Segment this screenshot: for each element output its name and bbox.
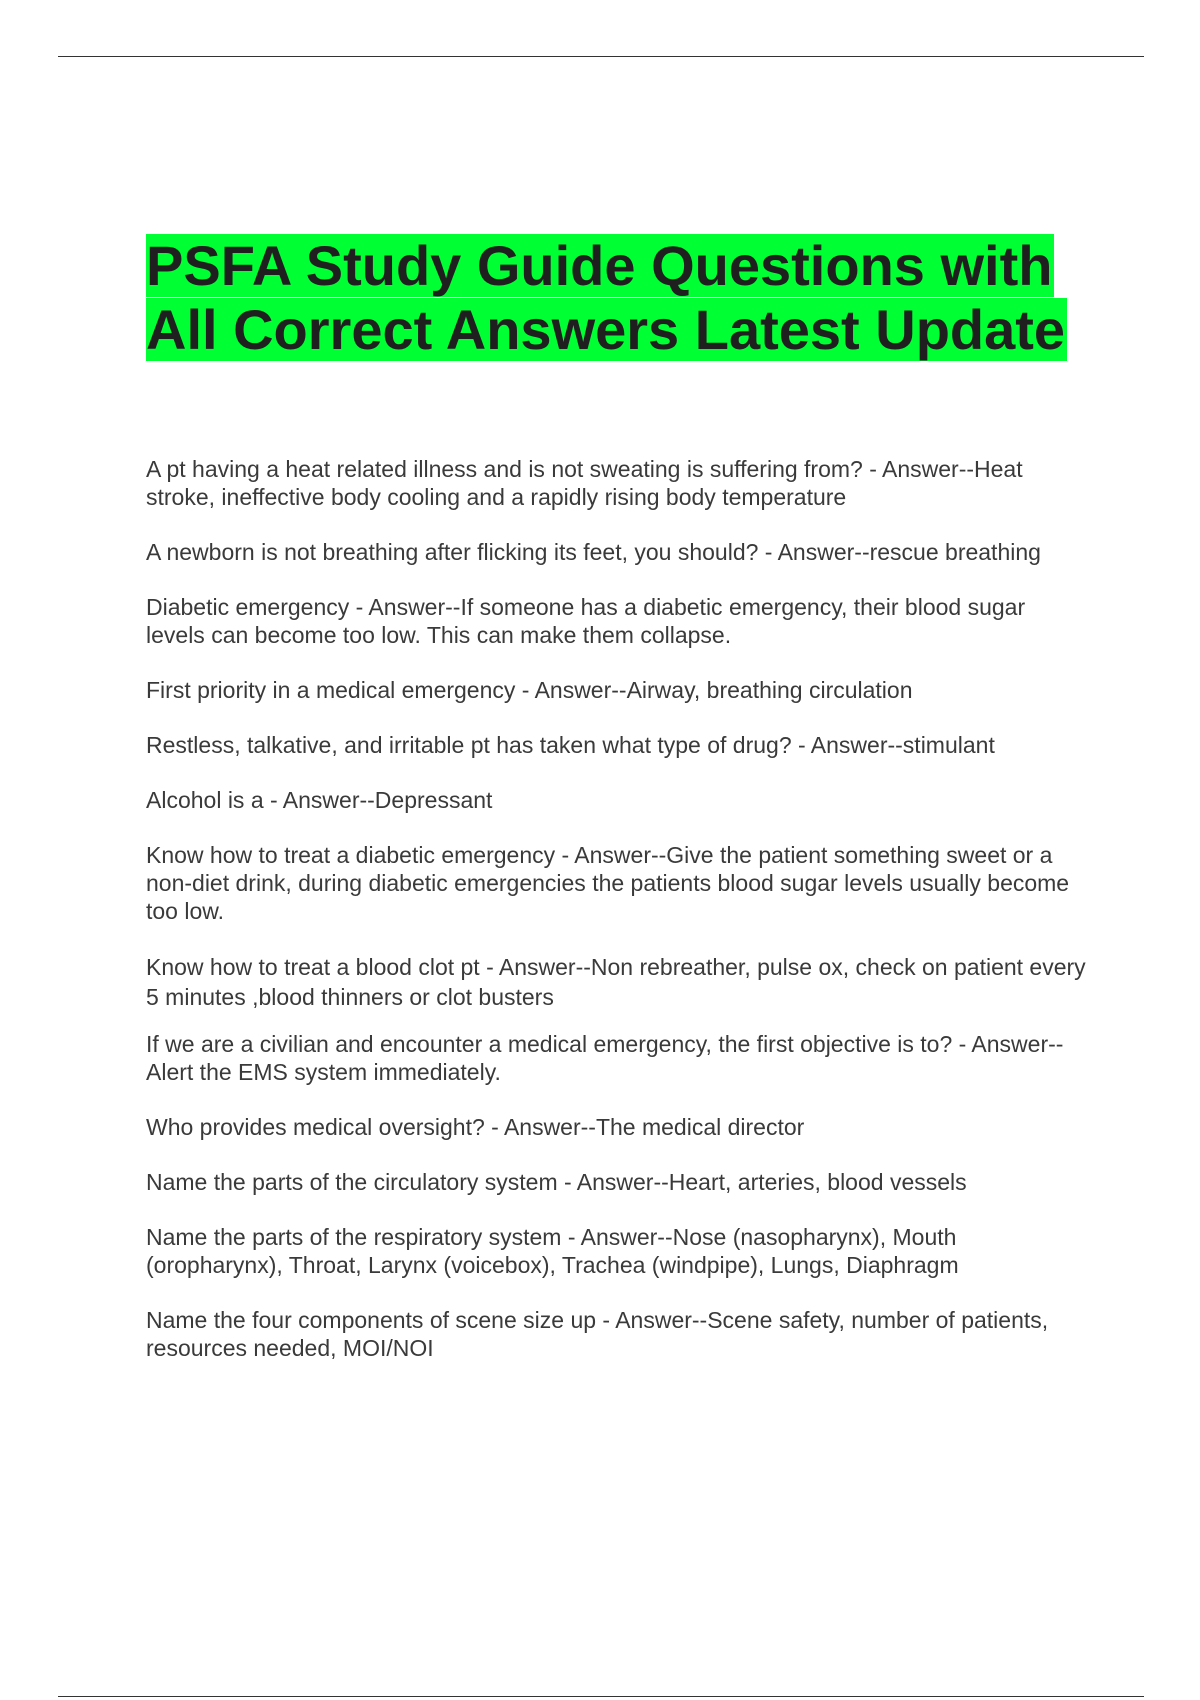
qa-item-scene-size-up: Name the four components of scene size up - Answer--Scene safety, number of patients, resources needed, MOI/NOI (146, 1307, 1049, 1361)
qa-item-first-priority: First priority in a medical emergency - Answer--Airway, breathing circulation (146, 677, 913, 703)
qa-item-stimulant: Restless, talkative, and irritable pt has taken what type of drug? - Answer--stimulant (146, 732, 995, 758)
qa-item-medical-oversight: Who provides medical oversight? - Answer--The medical director (146, 1114, 805, 1140)
qa-item-diabetic-emergency: Diabetic emergency - Answer--If someone has a diabetic emergency, their blood sugar levels can become too low. This can make them collapse. (146, 594, 1026, 648)
title-line-2: All Correct Answers Latest Update (146, 298, 1066, 361)
bottom-divider (58, 1696, 1144, 1697)
qa-item-respiratory-system: Name the parts of the respiratory system - Answer--Nose (nasopharynx), Mouth (oropharynx), Throat, Larynx (voicebox), Trachea (windpipe), Lungs, Diaphragm (146, 1224, 959, 1278)
page-title (146, 234, 1146, 362)
qa-item-heat-stroke: A pt having a heat related illness and is not sweating is suffering from? - Answer--Heat stroke, ineffective body cooling and a rapidly rising body temperature (146, 456, 1023, 510)
qa-item-circulatory-system: Name the parts of the circulatory system - Answer--Heart, arteries, blood vessels (146, 1169, 967, 1195)
top-divider (58, 56, 1144, 57)
qa-item-alcohol: Alcohol is a - Answer--Depressant (146, 787, 493, 813)
qa-item-newborn-breathing: A newborn is not breathing after flicking its feet, you should? - Answer--rescue breathing (146, 539, 1041, 565)
qa-item-blood-clot: Know how to treat a blood clot pt - Answer--Non rebreather, pulse ox, check on patient every 5 minutes ,blood thinners or clot busters (146, 954, 1086, 1010)
qa-item-treat-diabetic: Know how to treat a diabetic emergency - Answer--Give the patient something sweet or a non-diet drink, during diabetic emergencies the patients blood sugar levels usually become too low. (146, 842, 1070, 924)
qa-item-civilian-objective: If we are a civilian and encounter a medical emergency, the first objective is to? - Answer--Alert the EMS system immediately. (146, 1031, 1064, 1085)
title-line-1: PSFA Study Guide Questions with (146, 234, 1053, 297)
question-answer-list (146, 455, 1086, 1389)
